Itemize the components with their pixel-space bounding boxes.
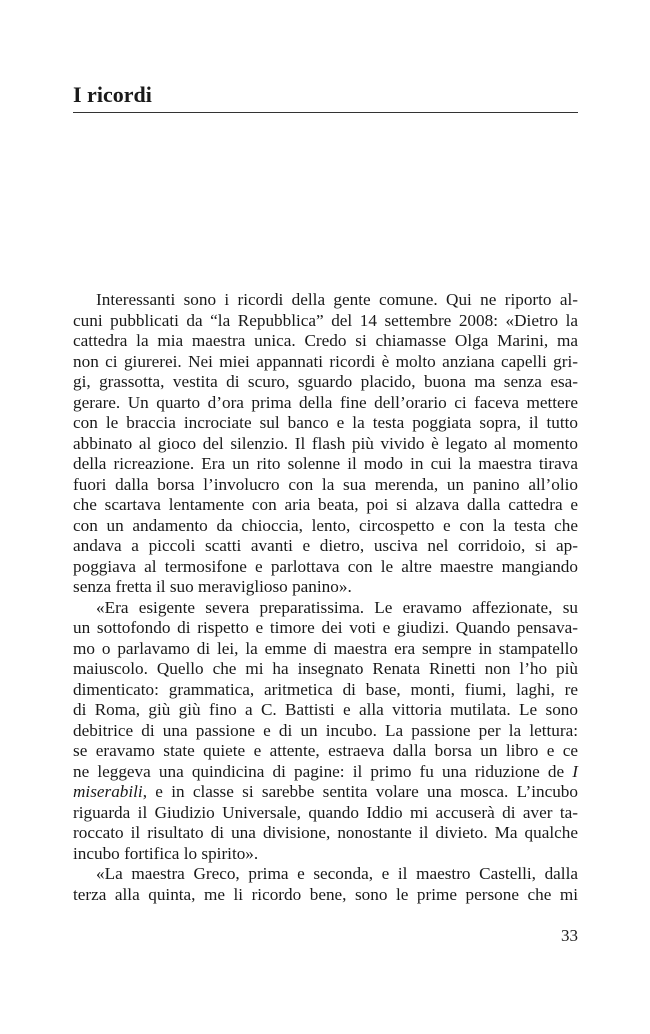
text-line xyxy=(73,311,578,332)
text-line xyxy=(73,700,578,721)
text-segment: abbinato al gioco del silenzio. Il flash più vivido è legato al momento xyxy=(73,433,578,453)
text-line xyxy=(73,413,578,434)
text-line xyxy=(73,372,578,393)
body-text xyxy=(73,290,578,905)
text-line xyxy=(73,577,578,598)
text-line xyxy=(73,762,578,783)
text-segment: «La maestra Greco, prima e seconda, e il maestro Castelli, dalla xyxy=(96,864,578,883)
text-segment: debitrice di una passione e di un incubo. La passione per la lettura: xyxy=(73,720,578,740)
italic-text: I xyxy=(572,761,578,781)
text-segment: di Roma, giù giù fino a C. Battisti e alla vittoria mutilata. Le sono xyxy=(73,700,578,719)
text-segment: roccato il risultato di una divisione, nonostante il divieto. Ma qualche xyxy=(73,823,578,842)
title-rule xyxy=(73,112,578,113)
text-segment: Interessanti sono i ricordi della gente comune. Qui ne riporto al- xyxy=(96,290,578,309)
text-line xyxy=(73,844,578,865)
text-line xyxy=(73,434,578,455)
text-segment: non ci giurerei. Nei miei appannati ricordi è molto anziana capelli gri- xyxy=(73,351,578,371)
text-line xyxy=(73,618,578,639)
text-segment: fuori dalla borsa l’involucro con la sua merenda, un panino all’olio xyxy=(73,474,578,494)
text-segment: cattedra la mia maestra unica. Credo si chiamasse Olga Marini, ma xyxy=(73,331,578,350)
text-line xyxy=(73,864,578,885)
text-line xyxy=(73,721,578,742)
text-line xyxy=(73,557,578,578)
text-segment: gi, grassotta, vestita di scuro, sguardo placido, buona ma senza esa- xyxy=(73,372,578,391)
text-line xyxy=(73,741,578,762)
text-segment: con un andamento da chioccia, lento, circospetto e con la testa che xyxy=(73,515,578,535)
text-segment: andava a piccoli scatti avanti e dietro, usciva nel corridoio, si ap- xyxy=(73,536,578,555)
text-segment: che scartava lentamente con aria beata, poi si alzava dalla cattedra e xyxy=(73,495,578,514)
text-segment: , e in classe si sarebbe sentita volare una mosca. L’incubo xyxy=(142,782,578,801)
text-line xyxy=(73,454,578,475)
text-line xyxy=(73,331,578,352)
chapter-title: I ricordi xyxy=(73,82,152,107)
text-line xyxy=(73,680,578,701)
text-segment: dimenticato: grammatica, aritmetica di base, monti, fiumi, laghi, re xyxy=(73,679,578,699)
text-segment: senza fretta il suo meraviglioso panino». xyxy=(73,577,352,596)
text-segment: riguarda il Giudizio Universale, quando Iddio mi accuserà di aver ta- xyxy=(73,802,578,822)
text-line xyxy=(73,782,578,803)
text-segment: «Era esigente severa preparatissima. Le eravamo affezionate, su xyxy=(96,597,578,617)
italic-text: miserabili xyxy=(73,782,143,801)
text-segment: poggiava al termosifone e parlottava con le altre maestre mangiando xyxy=(73,556,578,576)
text-line xyxy=(73,803,578,824)
text-line xyxy=(73,823,578,844)
text-line xyxy=(73,290,578,311)
text-segment: un sottofondo di rispetto e timore dei voti e giudizi. Quando pensava- xyxy=(73,618,578,637)
text-line xyxy=(73,639,578,660)
text-line xyxy=(73,598,578,619)
text-segment: se eravamo state quiete e attente, estraeva dalla borsa un libro e ce xyxy=(73,741,578,760)
text-line xyxy=(73,475,578,496)
text-line xyxy=(73,536,578,557)
text-segment: ne leggeva una quindicina di pagine: il primo fu una riduzione de xyxy=(73,761,573,781)
text-line xyxy=(73,495,578,516)
text-line xyxy=(73,885,578,906)
text-segment: gerare. Un quarto d’ora prima della fine dell’orario ci faceva mettere xyxy=(73,392,578,412)
text-line xyxy=(73,516,578,537)
text-segment: maiuscolo. Quello che mi ha insegnato Renata Rinetti non l’ho più xyxy=(73,659,578,678)
text-segment: con le braccia incrociate sul banco e la testa poggiata sopra, il tutto xyxy=(73,413,578,432)
text-segment: terza alla quinta, me li ricordo bene, sono le prime persone che mi xyxy=(73,884,578,904)
text-line xyxy=(73,352,578,373)
page-number: 33 xyxy=(561,926,578,945)
text-segment: della ricreazione. Era un rito solenne il modo in cui la maestra tirava xyxy=(73,454,578,473)
text-segment: incubo fortifica lo spirito». xyxy=(73,843,259,863)
text-line xyxy=(73,393,578,414)
text-segment: cuni pubblicati da “la Repubblica” del 14 settembre 2008: «Dietro la xyxy=(73,310,578,330)
text-segment: mo o parlavamo di lei, la emme di maestra era sempre in stampatello xyxy=(73,638,578,658)
text-line xyxy=(73,659,578,680)
